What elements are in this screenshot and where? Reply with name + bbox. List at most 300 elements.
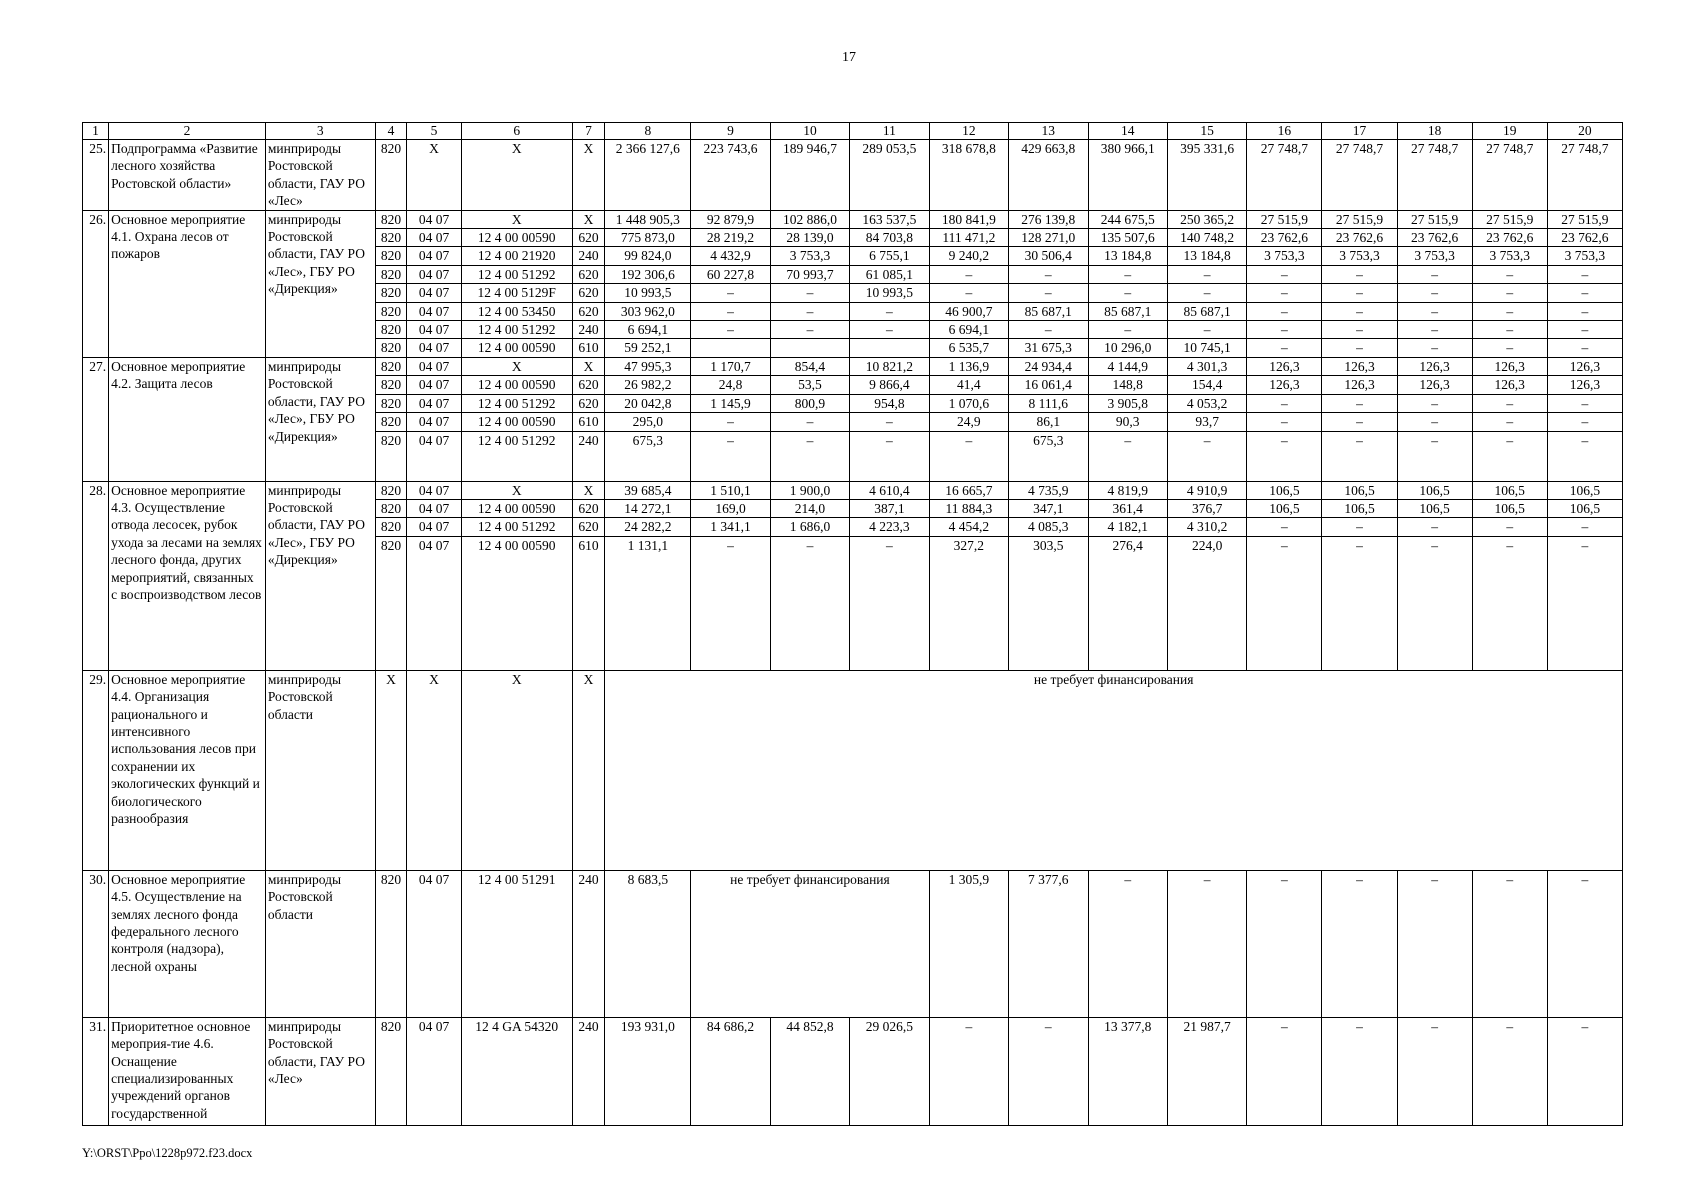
table-cell: –	[1547, 518, 1622, 536]
executor-name: минприроды Ростовской области, ГАУ РО «Лес»	[265, 1017, 375, 1125]
table-cell: 4 735,9	[1009, 481, 1088, 499]
table-cell: 126,3	[1547, 376, 1622, 394]
table-cell: 27 748,7	[1397, 140, 1472, 211]
table-cell: 28 139,0	[770, 229, 849, 247]
table-cell: 610	[572, 339, 605, 357]
table-cell: 1 510,1	[691, 481, 770, 499]
table-cell: 620	[572, 229, 605, 247]
table-cell: 620	[572, 302, 605, 320]
table-cell: –	[1397, 413, 1472, 431]
header-cell: 19	[1472, 123, 1547, 140]
table-cell: –	[1247, 1017, 1322, 1125]
table-cell: 106,5	[1397, 499, 1472, 517]
page-number: 17	[842, 50, 856, 65]
table-cell: –	[1547, 339, 1622, 357]
measure-name: Приоритетное основное мероприя-тие 4.6. Оснащение специализированных учреждений органов государственной	[109, 1017, 266, 1125]
table-cell: 27 515,9	[1322, 210, 1397, 228]
table-cell: 04 07	[407, 357, 461, 375]
table-cell: 126,3	[1472, 357, 1547, 375]
table-cell: 429 663,8	[1009, 140, 1088, 211]
table-cell: 04 07	[407, 265, 461, 283]
table-cell: 12 4 00 53450	[461, 302, 572, 320]
table-cell: 6 694,1	[929, 321, 1008, 339]
table-cell: –	[1088, 870, 1167, 1017]
table-cell: 3 753,3	[1547, 247, 1622, 265]
executor-name: минприроды Ростовской области, ГАУ РО «Лес»	[265, 140, 375, 211]
table-cell: 4 144,9	[1088, 357, 1167, 375]
table-cell: 11 884,3	[929, 499, 1008, 517]
table-cell: 102 886,0	[770, 210, 849, 228]
table-cell: 29.	[83, 670, 109, 870]
table-cell: –	[1472, 1017, 1547, 1125]
table-cell: –	[1088, 431, 1167, 481]
table-cell: –	[691, 413, 770, 431]
table-cell: 47 995,3	[605, 357, 691, 375]
table-cell: 620	[572, 265, 605, 283]
table-cell: –	[691, 284, 770, 302]
executor-name: минприроды Ростовской области	[265, 670, 375, 870]
table-cell: 04 07	[407, 302, 461, 320]
executor-name: минприроды Ростовской области, ГАУ РО «Лес», ГБУ РО «Дирекция»	[265, 357, 375, 481]
table-cell: 21 987,7	[1167, 1017, 1246, 1125]
table-row	[83, 210, 1623, 228]
table-cell: 12 4 00 00590	[461, 229, 572, 247]
table-cell: 85 687,1	[1009, 302, 1088, 320]
table-cell: –	[1397, 339, 1472, 357]
table-cell: X	[375, 670, 407, 870]
table-cell: –	[691, 321, 770, 339]
table-cell: 27 748,7	[1547, 140, 1622, 211]
table-cell: 04 07	[407, 394, 461, 412]
table-cell: 4 910,9	[1167, 481, 1246, 499]
table-cell: 4 610,4	[850, 481, 929, 499]
table-cell: 3 753,3	[770, 247, 849, 265]
table-cell: 4 310,2	[1167, 518, 1246, 536]
table-cell: –	[1009, 321, 1088, 339]
table-cell: 250 365,2	[1167, 210, 1246, 228]
table-cell: 23 762,6	[1322, 229, 1397, 247]
table-cell: –	[1322, 265, 1397, 283]
table-cell: 820	[375, 431, 407, 481]
table-cell: 24 282,2	[605, 518, 691, 536]
table-cell: 106,5	[1247, 481, 1322, 499]
table-cell: 04 07	[407, 229, 461, 247]
table-cell: 29 026,5	[850, 1017, 929, 1125]
table-cell: –	[1247, 394, 1322, 412]
table-cell: –	[691, 431, 770, 481]
measure-name: Основное мероприятие 4.2. Защита лесов	[109, 357, 266, 481]
table-cell: 2 366 127,6	[605, 140, 691, 211]
table-cell: 28 219,2	[691, 229, 770, 247]
table-cell: –	[1472, 413, 1547, 431]
table-cell: 16 665,7	[929, 481, 1008, 499]
table-cell: –	[1547, 431, 1622, 481]
table-cell: 12 4 00 51292	[461, 321, 572, 339]
table-cell: 27 748,7	[1472, 140, 1547, 211]
table-cell: –	[1472, 321, 1547, 339]
table-cell: 240	[572, 870, 605, 1017]
table-cell: 820	[375, 210, 407, 228]
table-row	[83, 670, 1623, 870]
table-cell: 99 824,0	[605, 247, 691, 265]
measure-name: Основное мероприятие 4.4. Организация рационального и интенсивного использования лесов при сохранении их экологических функций и биологического разнообразия	[109, 670, 266, 870]
budget-table	[82, 122, 1623, 1126]
table-cell: 318 678,8	[929, 140, 1008, 211]
table-cell: –	[1247, 518, 1322, 536]
table-cell: –	[929, 1017, 1008, 1125]
table-cell: 12 4 00 00590	[461, 339, 572, 357]
table-cell: 27 515,9	[1547, 210, 1622, 228]
table-cell: –	[1322, 339, 1397, 357]
table-cell: 10 821,2	[850, 357, 929, 375]
table-cell: 7 377,6	[1009, 870, 1088, 1017]
table-cell: –	[1167, 431, 1246, 481]
header-cell: 12	[929, 123, 1008, 140]
table-cell: 93,7	[1167, 413, 1246, 431]
table-cell: 12 4 00 51292	[461, 518, 572, 536]
table-cell: 23 762,6	[1472, 229, 1547, 247]
table-cell: 04 07	[407, 518, 461, 536]
table-cell: 620	[572, 518, 605, 536]
table-cell: 820	[375, 499, 407, 517]
table-cell: 4 454,2	[929, 518, 1008, 536]
table-cell: 675,3	[1009, 431, 1088, 481]
table-cell: 610	[572, 536, 605, 670]
table-cell: 12 4 00 00590	[461, 499, 572, 517]
table-cell: 53,5	[770, 376, 849, 394]
table-row	[83, 1017, 1623, 1125]
table-cell: 126,3	[1322, 376, 1397, 394]
header-cell: 16	[1247, 123, 1322, 140]
table-cell: 4 053,2	[1167, 394, 1246, 412]
table-cell: –	[1322, 536, 1397, 670]
table-cell: 820	[375, 357, 407, 375]
header-cell: 9	[691, 123, 770, 140]
table-cell: 189 946,7	[770, 140, 849, 211]
table-cell: 85 687,1	[1088, 302, 1167, 320]
table-cell: –	[1397, 394, 1472, 412]
table-cell: 4 301,3	[1167, 357, 1246, 375]
header-row	[83, 123, 1623, 140]
table-cell: –	[1167, 870, 1246, 1017]
table-cell: 27 748,7	[1322, 140, 1397, 211]
table-cell: –	[1547, 536, 1622, 670]
table-cell: 140 748,2	[1167, 229, 1246, 247]
measure-name: Основное мероприятие 4.3. Осуществление отвода лесосек, рубок ухода за лесами на землях лесного фонда, других мероприятий, связанных с воспроизводством лесов	[109, 481, 266, 670]
table-cell: 10 296,0	[1088, 339, 1167, 357]
table-cell: 04 07	[407, 499, 461, 517]
table-cell: –	[1472, 284, 1547, 302]
header-cell: 13	[1009, 123, 1088, 140]
executor-name: минприроды Ростовской области, ГАУ РО «Лес», ГБУ РО «Дирекция»	[265, 481, 375, 670]
table-cell: –	[1472, 536, 1547, 670]
table-cell: 10 745,1	[1167, 339, 1246, 357]
table-cell: 04 07	[407, 284, 461, 302]
table-cell: 192 306,6	[605, 265, 691, 283]
table-cell: 800,9	[770, 394, 849, 412]
file-path-footer: Y:\ORST\Ppo\1228p972.f23.docx	[82, 1146, 253, 1160]
table-cell: 361,4	[1088, 499, 1167, 517]
table-cell: 240	[572, 1017, 605, 1125]
table-cell: 04 07	[407, 376, 461, 394]
table-cell: X	[572, 140, 605, 211]
table-cell: 1 448 905,3	[605, 210, 691, 228]
table-cell: 04 07	[407, 481, 461, 499]
table-cell: 380 966,1	[1088, 140, 1167, 211]
table-cell: 106,5	[1547, 499, 1622, 517]
table-cell: 12 4 00 51292	[461, 431, 572, 481]
table-cell: –	[1009, 1017, 1088, 1125]
table-cell: –	[850, 413, 929, 431]
table-cell: 20 042,8	[605, 394, 691, 412]
table-cell: –	[1472, 394, 1547, 412]
table-cell: 106,5	[1547, 481, 1622, 499]
table-cell: –	[1322, 284, 1397, 302]
table-cell: X	[461, 140, 572, 211]
table-cell: 126,3	[1547, 357, 1622, 375]
header-cell: 18	[1397, 123, 1472, 140]
table-cell: –	[1397, 321, 1472, 339]
table-cell: –	[1088, 321, 1167, 339]
table-cell: X	[572, 670, 605, 870]
table-cell: 86,1	[1009, 413, 1088, 431]
table-cell: 295,0	[605, 413, 691, 431]
table-cell: –	[1472, 339, 1547, 357]
table-cell: 30 506,4	[1009, 247, 1088, 265]
table-cell: –	[1322, 302, 1397, 320]
table-cell: –	[770, 284, 849, 302]
table-cell: 4 432,9	[691, 247, 770, 265]
table-cell: –	[1547, 265, 1622, 283]
table-cell	[850, 339, 929, 357]
table-cell: 820	[375, 413, 407, 431]
table-cell: 169,0	[691, 499, 770, 517]
table-cell: 3 905,8	[1088, 394, 1167, 412]
table-cell: –	[929, 431, 1008, 481]
table-cell: 1 686,0	[770, 518, 849, 536]
table-cell: 276,4	[1088, 536, 1167, 670]
table-cell: 12 4 00 5129F	[461, 284, 572, 302]
table-cell: 106,5	[1397, 481, 1472, 499]
table-cell: 620	[572, 284, 605, 302]
table-cell: –	[1247, 413, 1322, 431]
table-cell: X	[461, 670, 572, 870]
table-cell: 193 931,0	[605, 1017, 691, 1125]
table-cell: 23 762,6	[1397, 229, 1472, 247]
table-cell: 289 053,5	[850, 140, 929, 211]
table-cell: 04 07	[407, 431, 461, 481]
executor-name: минприроды Ростовской области, ГАУ РО «Лес», ГБУ РО «Дирекция»	[265, 210, 375, 357]
table-cell: 1 136,9	[929, 357, 1008, 375]
table-cell: 1 341,1	[691, 518, 770, 536]
table-cell: –	[1547, 284, 1622, 302]
table-cell: –	[1547, 302, 1622, 320]
table-cell: X	[572, 481, 605, 499]
table-cell: –	[1322, 1017, 1397, 1125]
table-cell: 27 515,9	[1247, 210, 1322, 228]
table-cell: 820	[375, 376, 407, 394]
table-cell: 126,3	[1247, 357, 1322, 375]
table-cell: 12 4 00 51292	[461, 265, 572, 283]
table-cell: –	[1322, 431, 1397, 481]
table-cell: 820	[375, 339, 407, 357]
table-cell: 3 753,3	[1247, 247, 1322, 265]
table-cell: –	[1322, 518, 1397, 536]
table-cell: 126,3	[1472, 376, 1547, 394]
table-cell: 1 170,7	[691, 357, 770, 375]
table-cell: 84 686,2	[691, 1017, 770, 1125]
table-cell: 13 377,8	[1088, 1017, 1167, 1125]
table-cell: 23 762,6	[1247, 229, 1322, 247]
table-cell: 12 4 00 00590	[461, 536, 572, 670]
table-cell: 14 272,1	[605, 499, 691, 517]
header-cell: 17	[1322, 123, 1397, 140]
table-cell: –	[691, 302, 770, 320]
table-cell: –	[1322, 870, 1397, 1017]
table-cell: 8 683,5	[605, 870, 691, 1017]
table-cell: 4 223,3	[850, 518, 929, 536]
table-cell: –	[770, 431, 849, 481]
table-cell: 106,5	[1247, 499, 1322, 517]
table-cell: –	[1547, 394, 1622, 412]
header-cell: 20	[1547, 123, 1622, 140]
table-cell: –	[1472, 518, 1547, 536]
measure-name: Подпрограмма «Развитие лесного хозяйства Ростовской области»	[109, 140, 266, 211]
table-cell: 4 085,3	[1009, 518, 1088, 536]
table-cell: 180 841,9	[929, 210, 1008, 228]
table-cell: 135 507,6	[1088, 229, 1167, 247]
table-cell: 24,9	[929, 413, 1008, 431]
table-cell: 12 4 00 51292	[461, 394, 572, 412]
table-cell: 854,4	[770, 357, 849, 375]
table-cell: 3 753,3	[1472, 247, 1547, 265]
table-cell: –	[1088, 265, 1167, 283]
table-cell: 31.	[83, 1017, 109, 1125]
table-cell	[691, 339, 770, 357]
table-cell: 13 184,8	[1088, 247, 1167, 265]
table-cell: 820	[375, 140, 407, 211]
table-cell: 128 271,0	[1009, 229, 1088, 247]
table-cell: 620	[572, 499, 605, 517]
table-cell: 820	[375, 870, 407, 1017]
table-cell: 41,4	[929, 376, 1008, 394]
table-cell: 6 694,1	[605, 321, 691, 339]
table-cell: X	[407, 670, 461, 870]
header-cell: 11	[850, 123, 929, 140]
header-cell: 4	[375, 123, 407, 140]
table-row	[83, 481, 1623, 499]
table-cell: 1 145,9	[691, 394, 770, 412]
table-cell: –	[1247, 339, 1322, 357]
header-cell: 1	[83, 123, 109, 140]
header-cell: 3	[265, 123, 375, 140]
table-cell: 126,3	[1322, 357, 1397, 375]
header-cell: 10	[770, 123, 849, 140]
table-cell: 820	[375, 247, 407, 265]
table-cell: 12 4 00 21920	[461, 247, 572, 265]
table-cell: 1 305,9	[929, 870, 1008, 1017]
table-cell: –	[1247, 265, 1322, 283]
table-cell: 61 085,1	[850, 265, 929, 283]
table-cell: 240	[572, 321, 605, 339]
table-cell: –	[1472, 302, 1547, 320]
table-cell: 85 687,1	[1167, 302, 1246, 320]
table-cell: 12 4 GA 54320	[461, 1017, 572, 1125]
table-cell: –	[691, 536, 770, 670]
table-cell: 9 866,4	[850, 376, 929, 394]
table-cell: 60 227,8	[691, 265, 770, 283]
table-cell: –	[1009, 284, 1088, 302]
table-cell: 126,3	[1397, 376, 1472, 394]
table-cell: 223 743,6	[691, 140, 770, 211]
table-cell: 820	[375, 481, 407, 499]
table-cell: –	[1247, 302, 1322, 320]
table-cell: 620	[572, 394, 605, 412]
table-cell: –	[1322, 394, 1397, 412]
table-cell: 59 252,1	[605, 339, 691, 357]
table-cell: 90,3	[1088, 413, 1167, 431]
table-cell: 04 07	[407, 210, 461, 228]
table-cell: 610	[572, 413, 605, 431]
table-cell	[770, 339, 849, 357]
table-cell: 31 675,3	[1009, 339, 1088, 357]
table-cell: –	[1472, 265, 1547, 283]
table-cell: 111 471,2	[929, 229, 1008, 247]
table-cell: 347,1	[1009, 499, 1088, 517]
table-cell: X	[572, 357, 605, 375]
header-cell: 14	[1088, 123, 1167, 140]
table-cell: 106,5	[1472, 481, 1547, 499]
table-cell: –	[1547, 321, 1622, 339]
table-cell: 126,3	[1247, 376, 1322, 394]
table-cell: –	[1397, 1017, 1472, 1125]
header-cell: 2	[109, 123, 266, 140]
table-cell: 303 962,0	[605, 302, 691, 320]
table-cell: 675,3	[605, 431, 691, 481]
table-cell: –	[1009, 265, 1088, 283]
table-cell: –	[770, 413, 849, 431]
table-cell: 1 131,1	[605, 536, 691, 670]
table-cell: 244 675,5	[1088, 210, 1167, 228]
table-cell: 39 685,4	[605, 481, 691, 499]
table-cell: –	[1547, 870, 1622, 1017]
no-financing-note: не требует финансирования	[691, 870, 929, 1017]
header-cell: 15	[1167, 123, 1246, 140]
table-cell: 820	[375, 321, 407, 339]
table-cell: 4 182,1	[1088, 518, 1167, 536]
measure-name: Основное мероприятие 4.5. Осуществление на землях лесного фонда федерального лесного контроля (надзора), лесной охраны	[109, 870, 266, 1017]
table-cell: 820	[375, 229, 407, 247]
table-cell: 620	[572, 376, 605, 394]
table-cell: 106,5	[1472, 499, 1547, 517]
table-cell: 25.	[83, 140, 109, 211]
table-cell: –	[1247, 321, 1322, 339]
table-cell: 775 873,0	[605, 229, 691, 247]
table-cell: X	[461, 481, 572, 499]
table-cell: 303,5	[1009, 536, 1088, 670]
table-cell: 13 184,8	[1167, 247, 1246, 265]
table-cell: 126,3	[1397, 357, 1472, 375]
table-cell: 327,2	[929, 536, 1008, 670]
table-cell: 04 07	[407, 1017, 461, 1125]
table-cell: 26.	[83, 210, 109, 357]
executor-name: минприроды Ростовской области	[265, 870, 375, 1017]
table-cell: 12 4 00 00590	[461, 413, 572, 431]
table-cell: 954,8	[850, 394, 929, 412]
table-cell: 12 4 00 51291	[461, 870, 572, 1017]
table-cell: 395 331,6	[1167, 140, 1246, 211]
measure-name: Основное мероприятие 4.1. Охрана лесов от пожаров	[109, 210, 266, 357]
